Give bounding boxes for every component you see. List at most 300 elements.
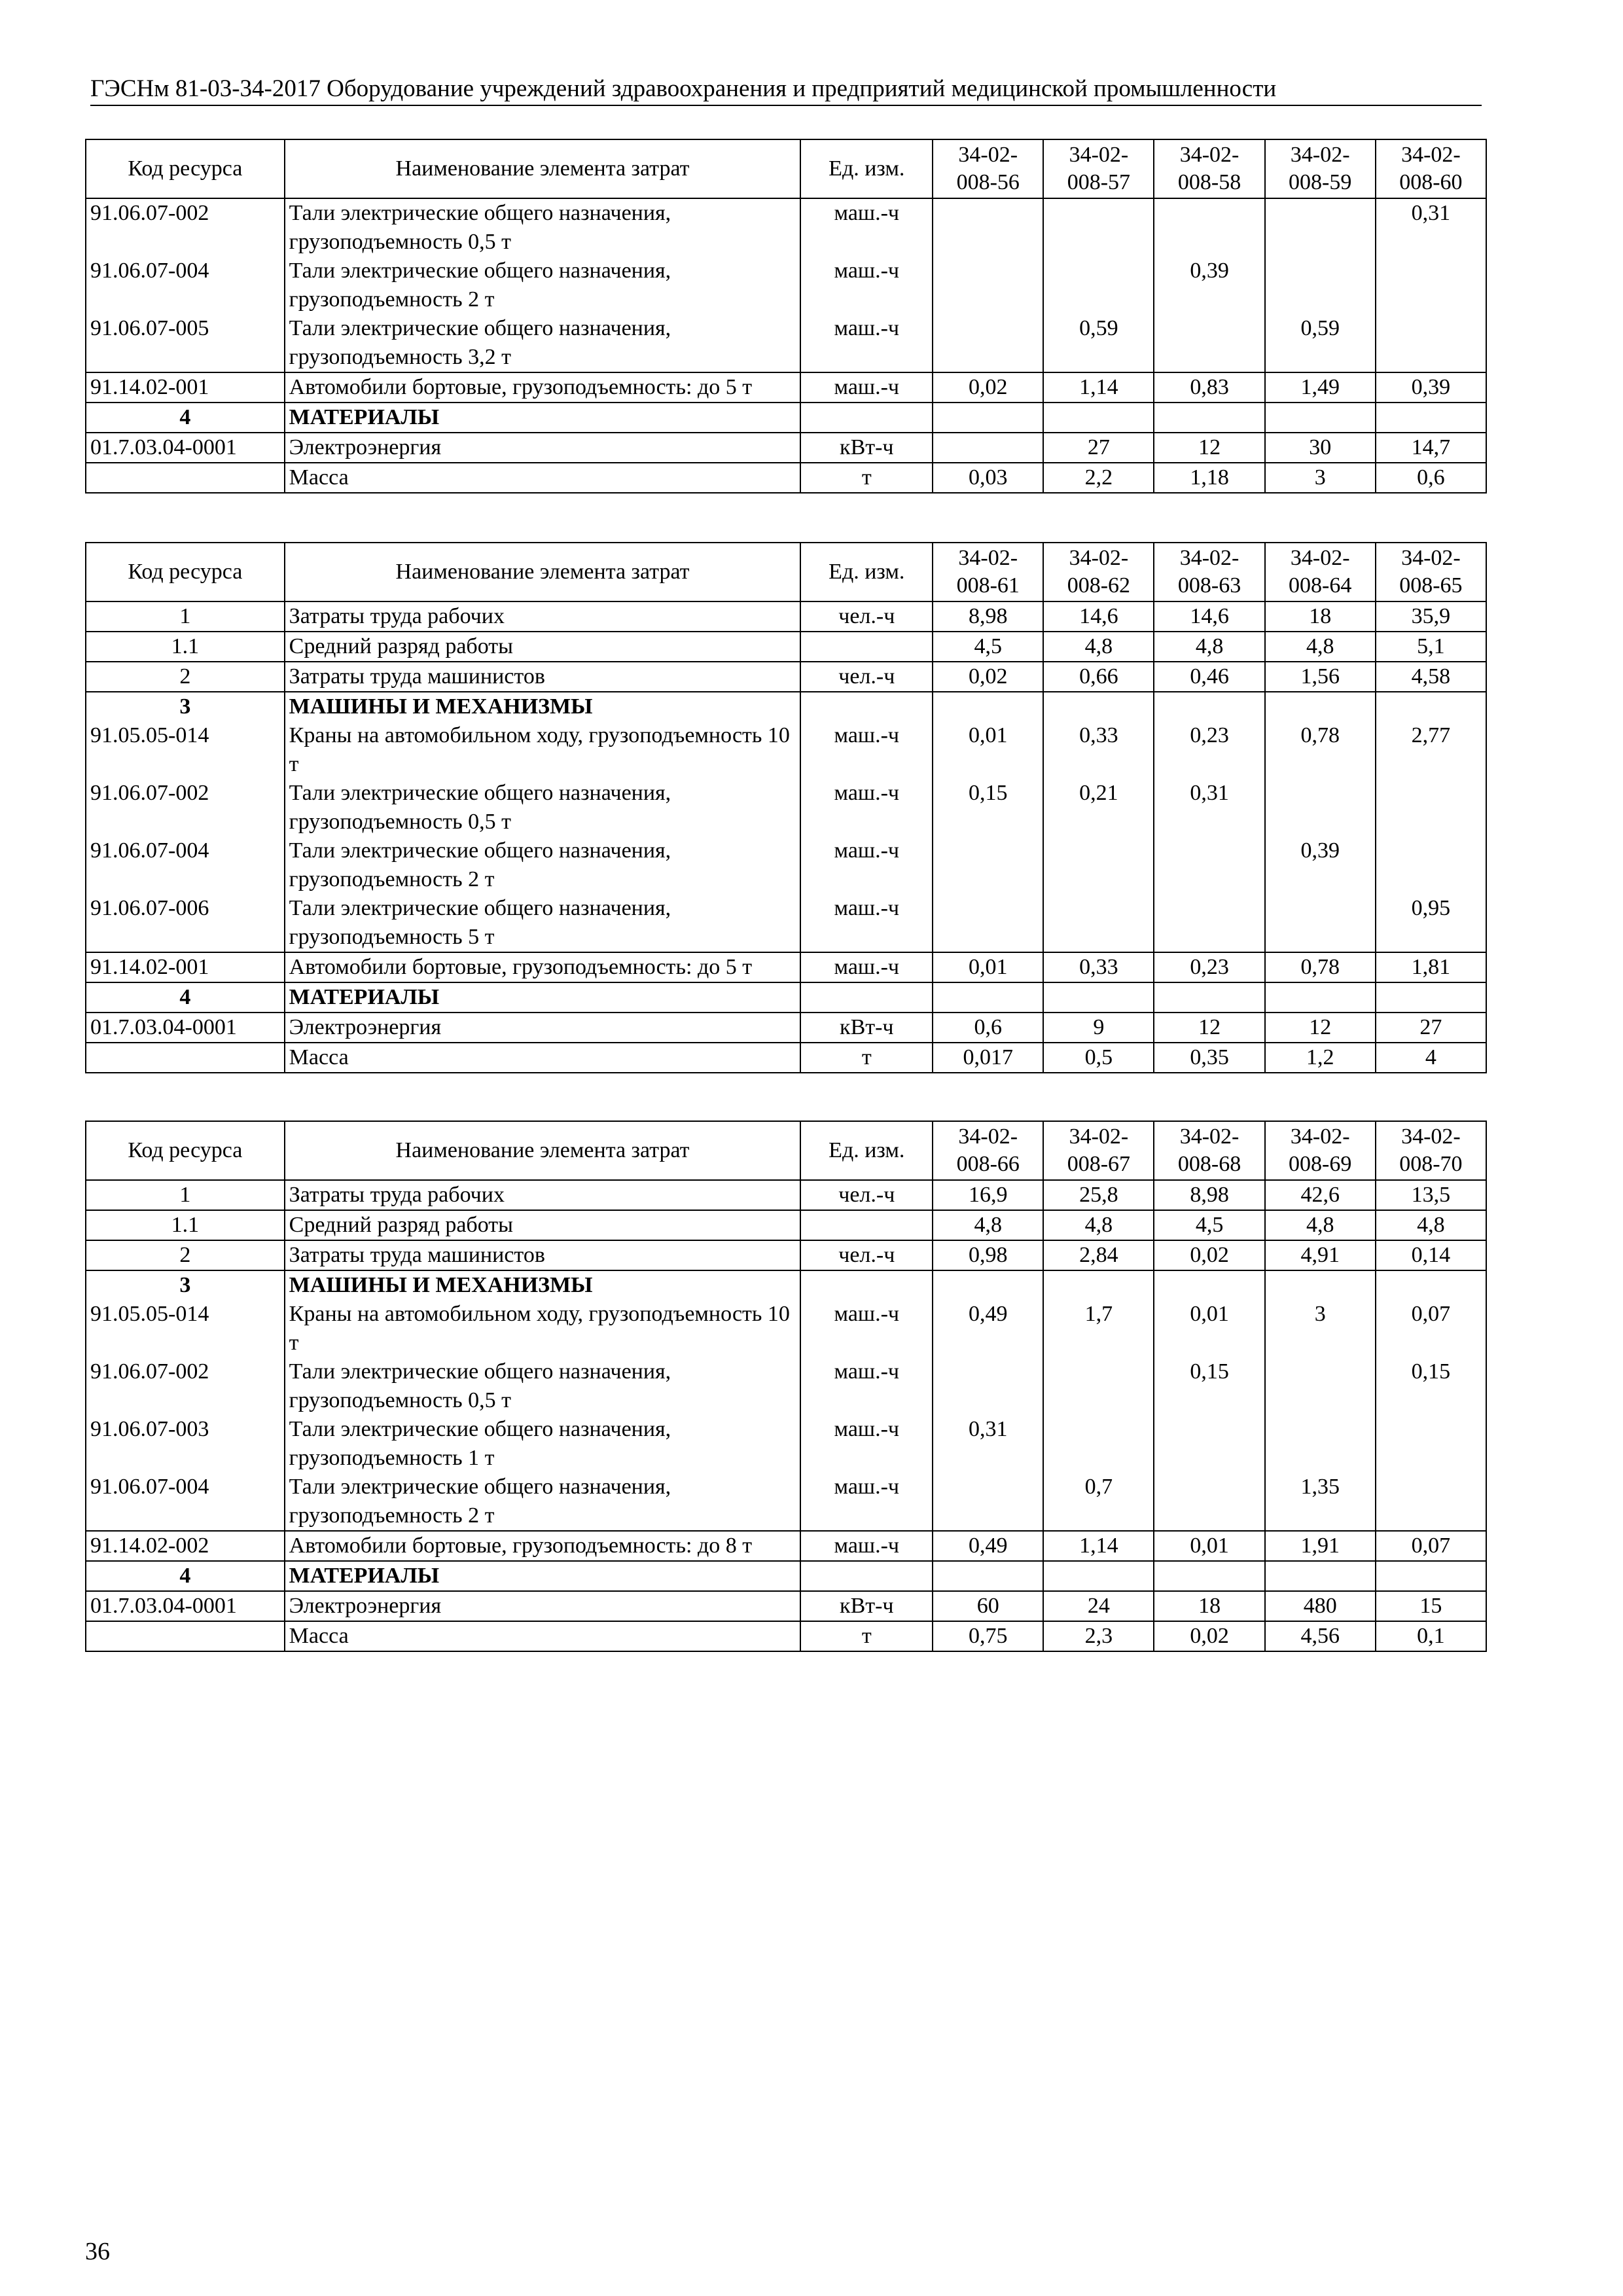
name-header: Наименование элемента затрат: [285, 543, 801, 601]
resource-value: [933, 1270, 1043, 1300]
resource-code: [86, 1043, 285, 1073]
resource-value: 0,95: [1376, 894, 1486, 952]
resource-value: [933, 1357, 1043, 1415]
resource-name: Тали электрические общего назначения, грузоподъемность 0,5 т: [285, 1357, 801, 1415]
resource-name: МАТЕРИАЛЫ: [285, 403, 801, 433]
header-row: [86, 1121, 1486, 1180]
resource-value: 1,91: [1265, 1531, 1376, 1561]
resource-name: Тали электрические общего назначения, грузоподъемность 5 т: [285, 894, 801, 952]
resource-value: 1,81: [1376, 952, 1486, 982]
resource-value: 5,1: [1376, 632, 1486, 662]
norm-code-header: 34-02- 008-68: [1154, 1121, 1264, 1180]
code-header: Код ресурса: [86, 543, 285, 601]
resource-value: [1265, 403, 1376, 433]
norm-code-header: 34-02- 008-60: [1376, 139, 1486, 198]
resource-value: [1154, 836, 1264, 894]
resource-code: 1: [86, 1180, 285, 1210]
resource-row: [86, 779, 1486, 836]
resource-value: 0,14: [1376, 1240, 1486, 1270]
resource-name: Затраты труда машинистов: [285, 1240, 801, 1270]
resource-unit: маш.-ч: [800, 836, 933, 894]
resource-name: МАШИНЫ И МЕХАНИЗМЫ: [285, 1270, 801, 1300]
code-header: Код ресурса: [86, 139, 285, 198]
resource-value: [1154, 403, 1264, 433]
resource-value: 0,78: [1265, 721, 1376, 779]
resource-unit: [800, 403, 933, 433]
resource-value: 4,5: [1154, 1210, 1264, 1240]
norm-code-header: 34-02- 008-61: [933, 543, 1043, 601]
norm-code-header: 34-02- 008-58: [1154, 139, 1264, 198]
resource-value: [1376, 1561, 1486, 1591]
resource-value: 0,35: [1154, 1043, 1264, 1073]
resource-name: Тали электрические общего назначения, грузоподъемность 1 т: [285, 1415, 801, 1473]
resource-value: 4,8: [1376, 1210, 1486, 1240]
resource-value: [1265, 894, 1376, 952]
resource-row: [86, 601, 1486, 632]
resource-value: 4: [1376, 1043, 1486, 1073]
resource-code: 91.14.02-001: [86, 952, 285, 982]
resource-value: 0,33: [1043, 952, 1154, 982]
resource-value: [1376, 403, 1486, 433]
resource-name: Масса: [285, 1621, 801, 1651]
resource-value: 4,58: [1376, 662, 1486, 692]
resource-unit: т: [800, 463, 933, 493]
resource-code: 91.06.07-002: [86, 779, 285, 836]
resource-value: 0,01: [1154, 1531, 1264, 1561]
resource-value: 4,8: [933, 1210, 1043, 1240]
resource-unit: [800, 692, 933, 721]
resource-value: 14,7: [1376, 433, 1486, 463]
resource-name: Электроэнергия: [285, 433, 801, 463]
resource-value: [933, 198, 1043, 257]
resource-unit: маш.-ч: [800, 1300, 933, 1357]
resource-value: [933, 982, 1043, 1013]
resource-name: Тали электрические общего назначения, грузоподъемность 2 т: [285, 836, 801, 894]
resource-name: Тали электрические общего назначения, грузоподъемность 2 т: [285, 257, 801, 314]
resource-unit: [800, 1561, 933, 1591]
unit-header: Ед. изм.: [800, 543, 933, 601]
resource-value: 0,15: [933, 779, 1043, 836]
resource-unit: [800, 982, 933, 1013]
norm-code-header: 34-02- 008-65: [1376, 543, 1486, 601]
norm-code-header: 34-02- 008-56: [933, 139, 1043, 198]
resource-value: 18: [1154, 1591, 1264, 1621]
resource-value: 4,5: [933, 632, 1043, 662]
resource-row: [86, 1013, 1486, 1043]
resource-value: [1154, 692, 1264, 721]
resource-value: [1043, 836, 1154, 894]
resource-unit: чел.-ч: [800, 1180, 933, 1210]
section-row: [86, 1270, 1486, 1300]
resource-value: 25,8: [1043, 1180, 1154, 1210]
resource-unit: [800, 1210, 933, 1240]
resource-value: 1,7: [1043, 1300, 1154, 1357]
resource-row: [86, 662, 1486, 692]
resource-value: 0,6: [1376, 463, 1486, 493]
resource-unit: маш.-ч: [800, 779, 933, 836]
resource-value: 4,8: [1043, 1210, 1154, 1240]
resource-value: [1376, 1415, 1486, 1473]
resource-code: 91.06.07-006: [86, 894, 285, 952]
resource-code: 1.1: [86, 632, 285, 662]
resource-value: 0,39: [1376, 372, 1486, 403]
resource-value: [1376, 1270, 1486, 1300]
resource-code: 91.05.05-014: [86, 721, 285, 779]
resource-value: 0,66: [1043, 662, 1154, 692]
resource-row: [86, 1240, 1486, 1270]
resource-unit: маш.-ч: [800, 257, 933, 314]
resource-name: Средний разряд работы: [285, 1210, 801, 1240]
resource-row: [86, 1473, 1486, 1531]
resource-value: 18: [1265, 601, 1376, 632]
resource-value: [1154, 198, 1264, 257]
resource-value: 4,56: [1265, 1621, 1376, 1651]
resource-value: 0,02: [933, 662, 1043, 692]
resource-value: 0,01: [1154, 1300, 1264, 1357]
resource-code: 91.06.07-003: [86, 1415, 285, 1473]
section-row: [86, 692, 1486, 721]
resource-value: 0,49: [933, 1300, 1043, 1357]
resource-unit: т: [800, 1043, 933, 1073]
resource-value: [1043, 257, 1154, 314]
resource-value: 0,02: [933, 372, 1043, 403]
resource-value: 4,8: [1265, 1210, 1376, 1240]
resource-value: 35,9: [1376, 601, 1486, 632]
resource-code: 2: [86, 1240, 285, 1270]
resource-value: [1265, 1561, 1376, 1591]
resource-value: [1043, 1561, 1154, 1591]
resource-name: Затраты труда рабочих: [285, 601, 801, 632]
resource-value: [1376, 779, 1486, 836]
resource-unit: маш.-ч: [800, 1415, 933, 1473]
resource-value: 0,07: [1376, 1300, 1486, 1357]
resource-value: [1265, 982, 1376, 1013]
resource-value: [933, 314, 1043, 372]
resource-value: 0,15: [1376, 1357, 1486, 1415]
norm-code-header: 34-02- 008-63: [1154, 543, 1264, 601]
resource-value: [1043, 692, 1154, 721]
resource-value: [1043, 403, 1154, 433]
unit-header: Ед. изм.: [800, 139, 933, 198]
resource-value: [1376, 257, 1486, 314]
resource-name: Тали электрические общего назначения, грузоподъемность 3,2 т: [285, 314, 801, 372]
resource-row: [86, 952, 1486, 982]
resource-value: [933, 1561, 1043, 1591]
resource-table-3: [85, 1121, 1487, 1652]
resource-value: 16,9: [933, 1180, 1043, 1210]
resource-code: 4: [86, 403, 285, 433]
resource-code: 2: [86, 662, 285, 692]
resource-code: 91.06.07-002: [86, 198, 285, 257]
resource-value: 8,98: [1154, 1180, 1264, 1210]
resource-value: 0,33: [1043, 721, 1154, 779]
resource-value: [933, 403, 1043, 433]
resource-value: 0,49: [933, 1531, 1043, 1561]
resource-code: [86, 463, 285, 493]
section-row: [86, 982, 1486, 1013]
resource-value: 0,7: [1043, 1473, 1154, 1531]
resource-code: 1.1: [86, 1210, 285, 1240]
resource-code: 01.7.03.04-0001: [86, 433, 285, 463]
resource-value: 0,59: [1265, 314, 1376, 372]
resource-value: 12: [1265, 1013, 1376, 1043]
resource-value: [1154, 894, 1264, 952]
resource-name: Автомобили бортовые, грузоподъемность: до 5 т: [285, 952, 801, 982]
resource-unit: маш.-ч: [800, 1531, 933, 1561]
resource-code: 3: [86, 692, 285, 721]
resource-unit: кВт-ч: [800, 1591, 933, 1621]
resource-value: [1043, 1415, 1154, 1473]
resource-value: [933, 257, 1043, 314]
resource-value: [933, 692, 1043, 721]
resource-value: 2,77: [1376, 721, 1486, 779]
resource-name: МАТЕРИАЛЫ: [285, 1561, 801, 1591]
resource-code: 91.06.07-004: [86, 1473, 285, 1531]
resource-unit: чел.-ч: [800, 601, 933, 632]
page-number: 36: [85, 2238, 110, 2265]
resource-code: 91.05.05-014: [86, 1300, 285, 1357]
resource-value: [1265, 198, 1376, 257]
resource-name: Масса: [285, 1043, 801, 1073]
resource-unit: кВт-ч: [800, 433, 933, 463]
resource-value: [1265, 779, 1376, 836]
resource-name: МАТЕРИАЛЫ: [285, 982, 801, 1013]
norm-code-header: 34-02- 008-66: [933, 1121, 1043, 1180]
resource-value: 0,31: [1154, 779, 1264, 836]
resource-value: 2,2: [1043, 463, 1154, 493]
resource-value: 27: [1043, 433, 1154, 463]
resource-value: [1376, 836, 1486, 894]
resource-value: 0,21: [1043, 779, 1154, 836]
resource-unit: чел.-ч: [800, 662, 933, 692]
resource-name: Электроэнергия: [285, 1013, 801, 1043]
resource-value: 0,6: [933, 1013, 1043, 1043]
norm-code-header: 34-02- 008-70: [1376, 1121, 1486, 1180]
resource-value: 9: [1043, 1013, 1154, 1043]
resource-value: 1,2: [1265, 1043, 1376, 1073]
resource-value: [933, 836, 1043, 894]
resource-value: [1043, 982, 1154, 1013]
resource-value: [1154, 314, 1264, 372]
resource-value: 1,56: [1265, 662, 1376, 692]
resource-value: 480: [1265, 1591, 1376, 1621]
resource-code: 91.06.07-005: [86, 314, 285, 372]
resource-value: 0,02: [1154, 1621, 1264, 1651]
resource-value: [933, 433, 1043, 463]
resource-value: 0,78: [1265, 952, 1376, 982]
resource-name: Автомобили бортовые, грузоподъемность: до 8 т: [285, 1531, 801, 1561]
resource-unit: маш.-ч: [800, 1473, 933, 1531]
resource-row: [86, 836, 1486, 894]
resource-row: [86, 894, 1486, 952]
resource-name: Электроэнергия: [285, 1591, 801, 1621]
resource-unit: [800, 1270, 933, 1300]
resource-name: Тали электрические общего назначения, грузоподъемность 0,5 т: [285, 198, 801, 257]
norm-code-header: 34-02- 008-62: [1043, 543, 1154, 601]
resource-value: [1154, 1561, 1264, 1591]
resource-unit: [800, 632, 933, 662]
resource-value: [1265, 1415, 1376, 1473]
resource-value: 0,23: [1154, 721, 1264, 779]
resource-value: [1043, 1270, 1154, 1300]
header-row: [86, 543, 1486, 601]
resource-value: 0,39: [1265, 836, 1376, 894]
resource-value: 4,8: [1154, 632, 1264, 662]
resource-value: [1376, 982, 1486, 1013]
resource-code: 3: [86, 1270, 285, 1300]
resource-code: 91.14.02-001: [86, 372, 285, 403]
resource-value: [1043, 1357, 1154, 1415]
resource-unit: кВт-ч: [800, 1013, 933, 1043]
resource-code: [86, 1621, 285, 1651]
resource-table-1: [85, 139, 1487, 493]
resource-name: Затраты труда машинистов: [285, 662, 801, 692]
resource-value: [1154, 1270, 1264, 1300]
section-row: [86, 403, 1486, 433]
resource-row: [86, 632, 1486, 662]
resource-row: [86, 314, 1486, 372]
resource-value: 14,6: [1043, 601, 1154, 632]
resource-row: [86, 1210, 1486, 1240]
resource-value: 0,017: [933, 1043, 1043, 1073]
resource-value: [1265, 257, 1376, 314]
resource-name: Автомобили бортовые, грузоподъемность: до 5 т: [285, 372, 801, 403]
resource-code: 91.06.07-004: [86, 257, 285, 314]
resource-value: 30: [1265, 433, 1376, 463]
resource-unit: чел.-ч: [800, 1240, 933, 1270]
resource-value: [1043, 198, 1154, 257]
resource-value: 4,8: [1265, 632, 1376, 662]
resource-value: [1265, 1357, 1376, 1415]
resource-row: [86, 1591, 1486, 1621]
resource-code: 4: [86, 982, 285, 1013]
resource-name: Тали электрические общего назначения, грузоподъемность 2 т: [285, 1473, 801, 1531]
resource-value: 27: [1376, 1013, 1486, 1043]
resource-value: 42,6: [1265, 1180, 1376, 1210]
resource-value: 0,23: [1154, 952, 1264, 982]
resource-code: 91.06.07-002: [86, 1357, 285, 1415]
resource-value: 1,14: [1043, 1531, 1154, 1561]
name-header: Наименование элемента затрат: [285, 139, 801, 198]
resource-code: 91.14.02-002: [86, 1531, 285, 1561]
resource-value: 1,49: [1265, 372, 1376, 403]
code-header: Код ресурса: [86, 1121, 285, 1180]
resource-value: 12: [1154, 433, 1264, 463]
resource-value: 24: [1043, 1591, 1154, 1621]
norm-code-header: 34-02- 008-59: [1265, 139, 1376, 198]
resource-row: [86, 1531, 1486, 1561]
resource-name: Затраты труда рабочих: [285, 1180, 801, 1210]
resource-value: 0,03: [933, 463, 1043, 493]
resource-value: 1,35: [1265, 1473, 1376, 1531]
resource-row: [86, 1043, 1486, 1073]
resource-value: [1154, 1415, 1264, 1473]
resource-value: [1376, 1473, 1486, 1531]
resource-value: 12: [1154, 1013, 1264, 1043]
resource-value: [1376, 314, 1486, 372]
resource-row: [86, 257, 1486, 314]
resource-value: 0,83: [1154, 372, 1264, 403]
norm-code-header: 34-02- 008-67: [1043, 1121, 1154, 1180]
resource-value: 0,98: [933, 1240, 1043, 1270]
resource-value: 0,75: [933, 1621, 1043, 1651]
resource-row: [86, 433, 1486, 463]
resource-value: [933, 1473, 1043, 1531]
resource-unit: маш.-ч: [800, 1357, 933, 1415]
resource-code: 4: [86, 1561, 285, 1591]
resource-value: 0,15: [1154, 1357, 1264, 1415]
resource-value: [1043, 894, 1154, 952]
resource-value: 15: [1376, 1591, 1486, 1621]
resource-name: Средний разряд работы: [285, 632, 801, 662]
resource-row: [86, 1180, 1486, 1210]
resource-value: [1376, 692, 1486, 721]
resource-unit: т: [800, 1621, 933, 1651]
resource-table-2: [85, 542, 1487, 1073]
resource-value: 13,5: [1376, 1180, 1486, 1210]
unit-header: Ед. изм.: [800, 1121, 933, 1180]
resource-name: Масса: [285, 463, 801, 493]
resource-value: 0,01: [933, 952, 1043, 982]
resource-unit: маш.-ч: [800, 894, 933, 952]
norm-code-header: 34-02- 008-57: [1043, 139, 1154, 198]
resource-unit: маш.-ч: [800, 952, 933, 982]
resource-value: 0,07: [1376, 1531, 1486, 1561]
resource-value: 0,01: [933, 721, 1043, 779]
resource-row: [86, 198, 1486, 257]
resource-code: 91.06.07-004: [86, 836, 285, 894]
resource-value: 4,8: [1043, 632, 1154, 662]
norm-code-header: 34-02- 008-69: [1265, 1121, 1376, 1180]
resource-name: Краны на автомобильном ходу, грузоподъемность 10 т: [285, 721, 801, 779]
resource-value: 2,3: [1043, 1621, 1154, 1651]
resource-unit: маш.-ч: [800, 721, 933, 779]
resource-value: [1265, 1270, 1376, 1300]
resource-name: Краны на автомобильном ходу, грузоподъемность 10 т: [285, 1300, 801, 1357]
resource-row: [86, 721, 1486, 779]
resource-value: [1154, 982, 1264, 1013]
section-row: [86, 1561, 1486, 1591]
resource-row: [86, 1415, 1486, 1473]
header-row: [86, 139, 1486, 198]
resource-value: 0,31: [1376, 198, 1486, 257]
resource-unit: маш.-ч: [800, 198, 933, 257]
resource-value: 60: [933, 1591, 1043, 1621]
resource-value: 1,14: [1043, 372, 1154, 403]
resource-row: [86, 1621, 1486, 1651]
resource-row: [86, 372, 1486, 403]
resource-value: 2,84: [1043, 1240, 1154, 1270]
norm-code-header: 34-02- 008-64: [1265, 543, 1376, 601]
resource-value: 14,6: [1154, 601, 1264, 632]
resource-value: 0,39: [1154, 257, 1264, 314]
name-header: Наименование элемента затрат: [285, 1121, 801, 1180]
page-header: ГЭСНм 81-03-34-2017 Оборудование учреждений здравоохранения и предприятий медицинской промышленности: [90, 73, 1482, 106]
resource-unit: маш.-ч: [800, 314, 933, 372]
resource-value: 0,59: [1043, 314, 1154, 372]
resource-value: [1154, 1473, 1264, 1531]
resource-value: 8,98: [933, 601, 1043, 632]
resource-value: 3: [1265, 1300, 1376, 1357]
resource-value: 0,31: [933, 1415, 1043, 1473]
resource-row: [86, 1300, 1486, 1357]
resource-code: 01.7.03.04-0001: [86, 1591, 285, 1621]
resource-value: [1265, 692, 1376, 721]
resource-row: [86, 463, 1486, 493]
resource-name: МАШИНЫ И МЕХАНИЗМЫ: [285, 692, 801, 721]
resource-value: [933, 894, 1043, 952]
resource-value: 0,1: [1376, 1621, 1486, 1651]
